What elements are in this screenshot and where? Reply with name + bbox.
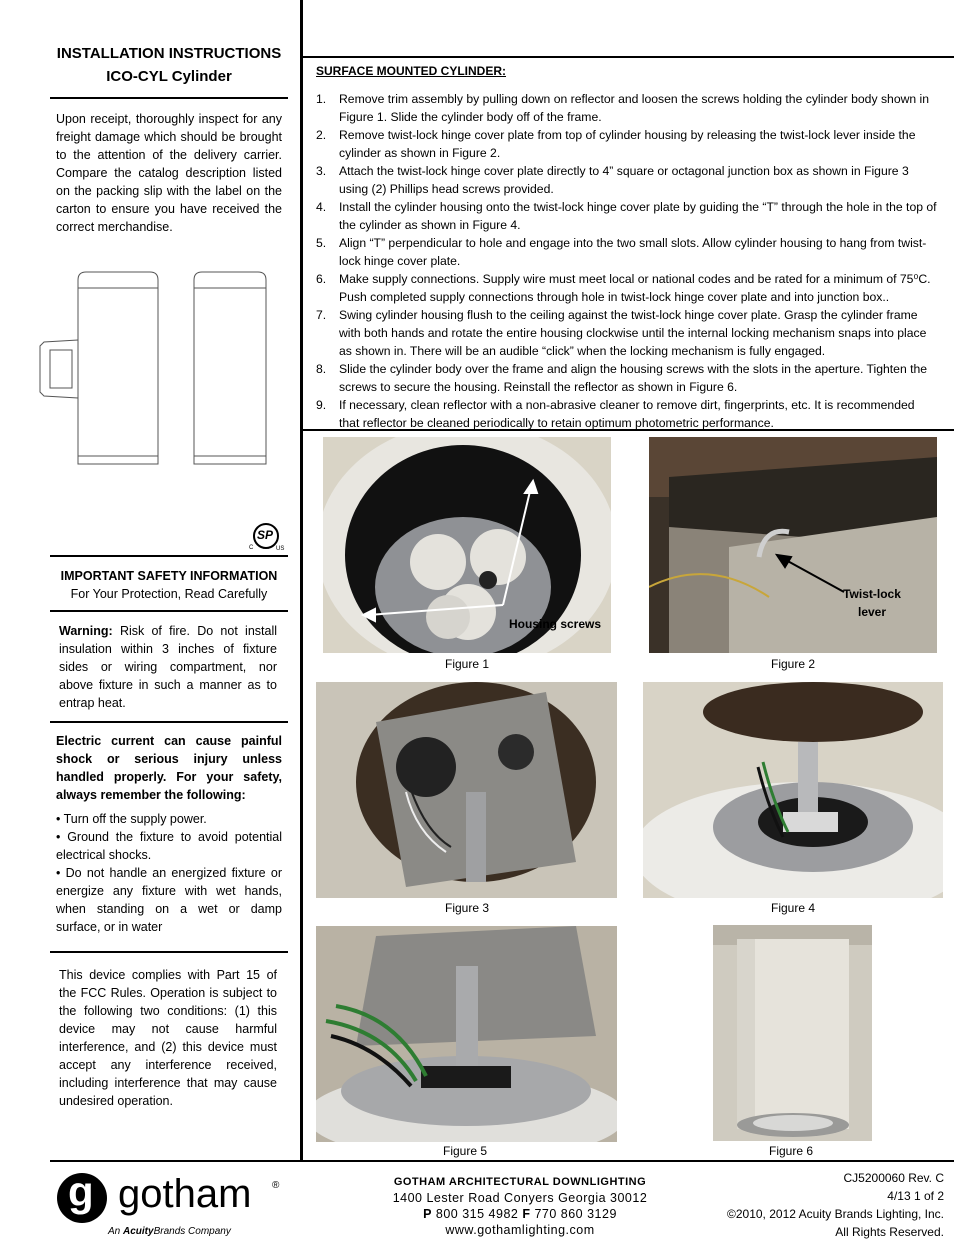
receipt-paragraph: Upon receipt, thoroughly inspect for any freight damage which should be brought to the attention of the delivery carrier. Compare the catalog description listed on the packing slip with the label on the carton to ensure you have received the correct merchandise.	[56, 112, 282, 234]
bullet-item: • Ground the fixture to avoid potential electrical shocks.	[56, 830, 282, 862]
column-divider	[300, 0, 303, 1160]
figure-2-label-line-2: lever	[857, 605, 887, 619]
warning-label: Warning:	[59, 624, 113, 638]
right-top-rule	[300, 56, 954, 58]
rights: All Rights Reserved.	[835, 1225, 944, 1239]
company-address: 1400 Lester Road Conyers Georgia 30012	[392, 1191, 648, 1205]
figure-6-caption: Figure 6	[768, 1144, 814, 1158]
step-item: 8. Slide the cylinder body over the frame and align the housing screws with the slots in the aperture. Tighten the screws to secure the housing. Reinstall the reflector as shown in Figure 6.	[316, 362, 928, 394]
step-item: 3. Attach the twist-lock hinge cover plate directly to 4” square or octagonal junction box as shown in Figure 3 using (2) Phillips head screws provided.	[316, 164, 909, 196]
figure-4-photo	[643, 682, 943, 898]
step-item: 4. Install the cylinder housing onto the twist-lock hinge cover plate by guiding the “T” through the hole in the top of the cylinder as shown in Figure 4.	[316, 200, 937, 232]
safety-heading: IMPORTANT SAFETY INFORMATION	[60, 569, 278, 583]
left-rule-1	[50, 97, 288, 99]
cylinder-line-drawing	[36, 268, 276, 470]
logo-mark-letter: g	[68, 1168, 94, 1215]
figure-5-caption: Figure 5	[442, 1144, 488, 1158]
figure-6-photo	[713, 925, 872, 1141]
company-website[interactable]: www.gothamlighting.com	[445, 1223, 595, 1237]
warning-text: Risk of fire. Do not install insulation within 3 inches of fixture sides or wiring compartment, nor above fixture in such a manner as to entrap heat.	[59, 624, 277, 710]
figure-3-photo	[316, 682, 617, 898]
csa-mark-right: US	[276, 546, 285, 552]
fcc-paragraph: This device complies with Part 15 of the FCC Rules. Operation is subject to the following two conditions: (1) this device may not cause harmful interference, and (2) this device must accept any interference received, including interference that may cause undesired operation.	[59, 968, 277, 1108]
csa-mark-text: SP	[257, 528, 274, 542]
step-item: 5. Align “T” perpendicular to hole and engage into the two small slots. Allow cylinder housing to hang from twist-lock hinge cover plate.	[316, 236, 927, 268]
bullet-item: • Turn off the supply power.	[56, 812, 207, 826]
step-item: 9. If necessary, clean reflector with a non-abrasive cleaner to remove dirt, fingerprints, etc. It is recommended that reflector be cleaned periodically to retain optimum photometric performance.	[316, 398, 915, 430]
logo-tagline: An AcuityBrands Company	[108, 1226, 231, 1237]
figure-2-label-line-1: Twist-lock	[843, 587, 901, 601]
copyright: ©2010, 2012 Acuity Brands Lighting, Inc.	[727, 1207, 944, 1221]
figure-1-photo	[323, 437, 611, 653]
figure-1-caption: Figure 1	[444, 657, 490, 671]
csa-mark-left: C	[249, 545, 254, 551]
company-name: GOTHAM ARCHITECTURAL DOWNLIGHTING	[393, 1176, 647, 1188]
figure-2-photo	[649, 437, 937, 653]
left-rule-4	[50, 721, 288, 723]
step-item: 2. Remove twist-lock hinge cover plate from top of cylinder housing by releasing the twist-lock lever inside the cylinder as shown in Figure 2.	[316, 128, 916, 160]
gotham-logo	[56, 1168, 296, 1242]
company-phone-fax: P 800 315 4982 F 770 860 3129	[423, 1207, 617, 1221]
step-item: 7. Swing cylinder housing flush to the ceiling against the twist-lock hinge cover plate. Grasp the cylinder frame with both hands and rotate the entire housing clockwise until the internal locking mechanism snaps into place as shown in. There will be an audible “click” when the locking mechanism is fully engaged.	[316, 308, 927, 358]
safety-bullets	[56, 810, 282, 936]
electric-warning: Electric current can cause painful shock or serious injury unless handled properly. For your safety, always remember the following:	[56, 734, 282, 802]
safety-subheading: For Your Protection, Read Carefully	[70, 587, 268, 601]
instruction-steps	[313, 90, 938, 432]
document-title	[50, 42, 288, 88]
warning-paragraph	[59, 622, 277, 712]
safety-header	[50, 567, 288, 603]
figure-2-caption: Figure 2	[770, 657, 816, 671]
figure-4-caption: Figure 4	[770, 901, 816, 915]
left-rule-3	[50, 610, 288, 612]
company-address-block	[310, 1174, 730, 1238]
document-info	[727, 1169, 944, 1241]
doc-date-page: 4/13 1 of 2	[887, 1189, 944, 1203]
footer-rule	[50, 1160, 954, 1162]
section-heading: SURFACE MOUNTED CYLINDER:	[316, 64, 507, 78]
left-rule-5	[50, 951, 288, 953]
figure-3-caption: Figure 3	[444, 901, 490, 915]
csa-certification-mark	[248, 519, 288, 555]
step-item: 6. Make supply connections. Supply wire must meet local or national codes and be rated for a minimum of 75⁰C. Push completed supply connections through hole in twist-lock hinge cover plate and into junction box..	[316, 272, 931, 304]
doc-number: CJ5200060 Rev. C	[843, 1171, 944, 1185]
logo-wordmark: gotham	[118, 1172, 252, 1216]
figure-5-photo	[316, 926, 617, 1142]
step-item: 1. Remove trim assembly by pulling down on reflector and loosen the screws holding the cylinder body shown in Figure 1. Slide the cylinder body off of the frame.	[316, 92, 930, 124]
bullet-item: • Do not handle an energized fixture or energize any fixture with wet hands, when standing on a wet or damp surface, or in water	[56, 866, 282, 934]
figure-1-label: Housing screws	[509, 617, 602, 631]
title-line-1: INSTALLATION INSTRUCTIONS	[56, 45, 282, 62]
logo-registered: ®	[272, 1180, 280, 1191]
figure-2-label	[827, 585, 917, 621]
left-rule-2	[50, 555, 288, 557]
title-line-2: ICO-CYL Cylinder	[106, 68, 232, 85]
